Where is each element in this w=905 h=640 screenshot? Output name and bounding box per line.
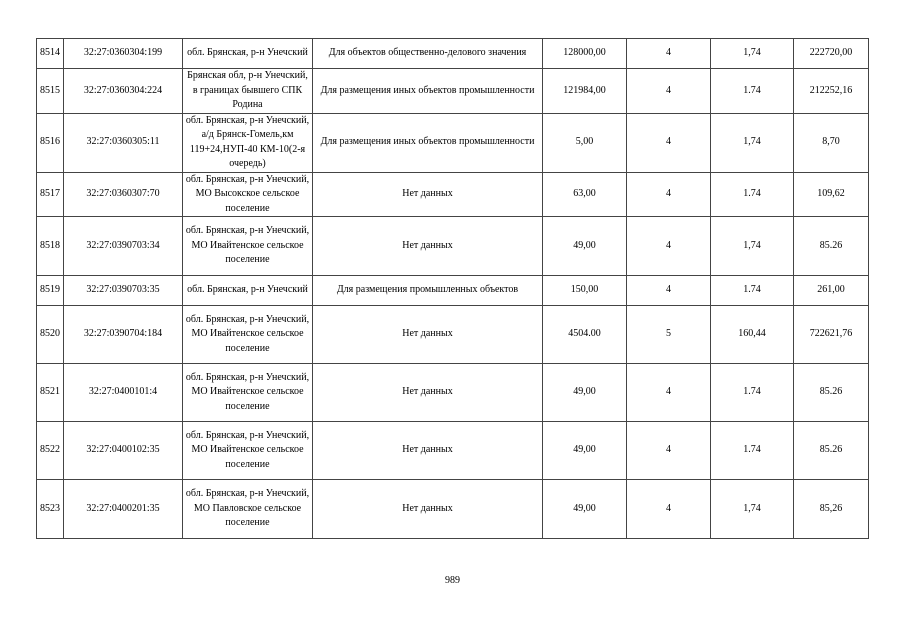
group-cell: 4 — [627, 39, 711, 69]
cadastral-number-cell: 32:27:0360305:11 — [64, 113, 183, 172]
area-cell: 49,00 — [543, 422, 627, 480]
page-number: 989 — [445, 575, 460, 586]
land-use-cell: Нет данных — [313, 364, 543, 422]
table-row — [37, 69, 869, 114]
rate-cell: 1,74 — [711, 217, 794, 276]
row-number-cell: 8519 — [37, 276, 64, 306]
area-cell: 150,00 — [543, 276, 627, 306]
table-row — [37, 306, 869, 364]
cadastral-value-cell: 722621,76 — [794, 306, 869, 364]
cadastral-value-table — [36, 38, 869, 539]
table-row — [37, 113, 869, 172]
area-cell: 63,00 — [543, 172, 627, 217]
table-row — [37, 217, 869, 276]
address-cell: Брянская обл, р-н Унечский, в границах бывшего СПК Родина — [183, 69, 313, 114]
group-cell: 5 — [627, 306, 711, 364]
rate-cell: 1.74 — [711, 364, 794, 422]
cadastral-value-cell: 261,00 — [794, 276, 869, 306]
rate-cell: 1.74 — [711, 69, 794, 114]
address-cell: обл. Брянская, р-н Унечский, а/д Брянск-Гомель,км 119+24,НУП-40 КМ-10(2-я очередь) — [183, 113, 313, 172]
group-cell: 4 — [627, 217, 711, 276]
table-row — [37, 276, 869, 306]
rate-cell: 1.74 — [711, 422, 794, 480]
row-number-cell: 8514 — [37, 39, 64, 69]
land-use-cell: Для размещения промышленных объектов — [313, 276, 543, 306]
group-cell: 4 — [627, 364, 711, 422]
cadastral-value-cell: 212252,16 — [794, 69, 869, 114]
area-cell: 121984,00 — [543, 69, 627, 114]
rate-cell: 1,74 — [711, 39, 794, 69]
land-use-cell: Нет данных — [313, 480, 543, 539]
area-cell: 128000,00 — [543, 39, 627, 69]
address-cell: обл. Брянская, р-н Унечский, МО Высокское сельское поселение — [183, 172, 313, 217]
table-row — [37, 364, 869, 422]
area-cell: 49,00 — [543, 364, 627, 422]
row-number-cell: 8515 — [37, 69, 64, 114]
address-cell: обл. Брянская, р-н Унечский, МО Ивайтенское сельское поселение — [183, 422, 313, 480]
rate-cell: 1,74 — [711, 480, 794, 539]
land-use-cell: Для размещения иных объектов промышленности — [313, 113, 543, 172]
table-row — [37, 39, 869, 69]
land-use-cell: Для размещения иных объектов промышленности — [313, 69, 543, 114]
row-number-cell: 8522 — [37, 422, 64, 480]
cadastral-number-cell: 32:27:0360304:224 — [64, 69, 183, 114]
address-cell: обл. Брянская, р-н Унечский, МО Павловское сельское поселение — [183, 480, 313, 539]
cadastral-number-cell: 32:27:0390703:35 — [64, 276, 183, 306]
row-number-cell: 8516 — [37, 113, 64, 172]
cadastral-value-cell: 85.26 — [794, 364, 869, 422]
table-row — [37, 172, 869, 217]
row-number-cell: 8518 — [37, 217, 64, 276]
land-use-cell: Нет данных — [313, 306, 543, 364]
group-cell: 4 — [627, 480, 711, 539]
cadastral-value-cell: 85,26 — [794, 480, 869, 539]
address-cell: обл. Брянская, р-н Унечский — [183, 276, 313, 306]
address-cell: обл. Брянская, р-н Унечский, МО Ивайтенское сельское поселение — [183, 217, 313, 276]
row-number-cell: 8521 — [37, 364, 64, 422]
cadastral-number-cell: 32:27:0400102:35 — [64, 422, 183, 480]
cadastral-number-cell: 32:27:0390703:34 — [64, 217, 183, 276]
address-cell: обл. Брянская, р-н Унечский, МО Ивайтенское сельское поселение — [183, 306, 313, 364]
group-cell: 4 — [627, 422, 711, 480]
row-number-cell: 8517 — [37, 172, 64, 217]
cadastral-value-cell: 85.26 — [794, 422, 869, 480]
rate-cell: 1.74 — [711, 172, 794, 217]
land-use-cell: Нет данных — [313, 422, 543, 480]
cadastral-value-cell: 222720,00 — [794, 39, 869, 69]
row-number-cell: 8523 — [37, 480, 64, 539]
group-cell: 4 — [627, 172, 711, 217]
cadastral-value-cell: 8,70 — [794, 113, 869, 172]
cadastral-number-cell: 32:27:0360307:70 — [64, 172, 183, 217]
group-cell: 4 — [627, 276, 711, 306]
address-cell: обл. Брянская, р-н Унечский, МО Ивайтенское сельское поселение — [183, 364, 313, 422]
rate-cell: 160,44 — [711, 306, 794, 364]
group-cell: 4 — [627, 69, 711, 114]
rate-cell: 1,74 — [711, 113, 794, 172]
area-cell: 49,00 — [543, 217, 627, 276]
area-cell: 4504.00 — [543, 306, 627, 364]
address-cell: обл. Брянская, р-н Унечский — [183, 39, 313, 69]
land-use-cell: Нет данных — [313, 172, 543, 217]
table-row — [37, 422, 869, 480]
cadastral-number-cell: 32:27:0400201:35 — [64, 480, 183, 539]
area-cell: 49,00 — [543, 480, 627, 539]
cadastral-value-cell: 109,62 — [794, 172, 869, 217]
table-row — [37, 480, 869, 539]
cadastral-number-cell: 32:27:0400101:4 — [64, 364, 183, 422]
rate-cell: 1.74 — [711, 276, 794, 306]
cadastral-number-cell: 32:27:0390704:184 — [64, 306, 183, 364]
land-use-cell: Для объектов общественно-делового значения — [313, 39, 543, 69]
land-use-cell: Нет данных — [313, 217, 543, 276]
group-cell: 4 — [627, 113, 711, 172]
cadastral-value-cell: 85.26 — [794, 217, 869, 276]
area-cell: 5,00 — [543, 113, 627, 172]
row-number-cell: 8520 — [37, 306, 64, 364]
cadastral-number-cell: 32:27:0360304:199 — [64, 39, 183, 69]
